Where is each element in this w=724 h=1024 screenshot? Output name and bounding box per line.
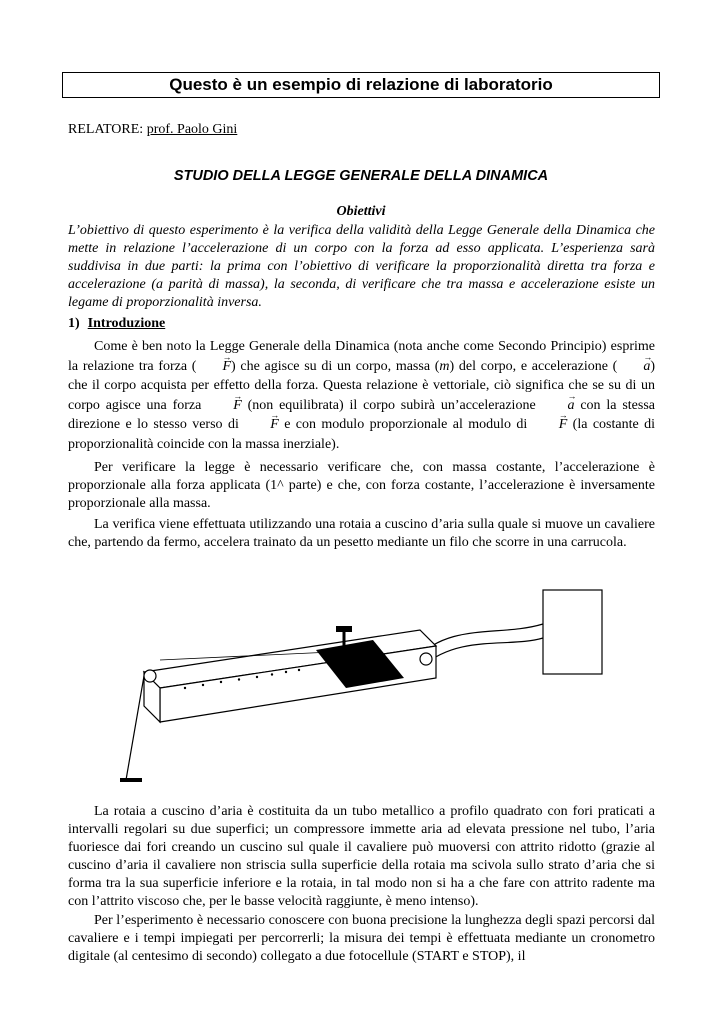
section-number: 1) — [68, 316, 80, 331]
hanging-weight — [120, 778, 142, 782]
author-line — [68, 122, 237, 138]
section-title: Introduzione — [87, 316, 166, 331]
intro-paragraph-2: Per verificare la legge è necessario verificare che, con massa costante, l’accelerazione è proporzionale alla forza applicata (1^ parte) e che, con forza costante, l’accelerazione è inversamente proporzionale alla massa. — [68, 460, 655, 511]
section-heading — [68, 316, 165, 332]
document-title: Questo è un esempio di relazione di laboratorio — [62, 72, 660, 98]
author-label: RELATORE: — [68, 122, 144, 137]
right-pulley — [420, 653, 432, 665]
track-paragraph: La rotaia a cuscino d’aria è costituita da un tubo metallico a profilo quadrato con fori praticati a intervalli regolari su due superfici; un compressore immette aria ad elevata pressione nel tubo, l’aria fuoriesce dai fori creando un cuscino sul quale il cavaliere può muoversi con attrito ridotto (grazie al cuscino d’aria il cavaliere non striscia sulla superficie della rotaia ma scivola sullo strato d’aria che si forma tra la sua superficie inferiore e la rotaia, in tal modo non si ha a che fare con attrito radente ma con l’attrito viscoso che, per le basse velocità raggiunte, è meno intenso). — [68, 804, 655, 909]
intro-paragraph-1: Come è ben noto la Legge Generale della Dinamica (nota anche come Secondo Principio) esprime la relazione tra forza (→ F) che agisce su di un corpo, massa (m) del corpo, e accelerazione (→ a) che il corpo acquista per effetto della forza. Questa relazione è vettoriale, ciò significa che se su di un corpo agisce una forza → F (non equilibrata) il corpo subirà un’accelerazione → a con la stessa direzione e lo stesso verso di → F e con modulo proporzionale al modulo di → F (la costante di proporzionalità coincide con la massa inerziale). — [68, 337, 655, 454]
objectives-heading: Obiettivi — [336, 204, 386, 219]
weight-string — [126, 676, 144, 780]
compressor-box — [543, 590, 602, 674]
author-name: prof. Paolo Gini — [146, 122, 238, 137]
air-track-figure — [120, 582, 610, 792]
measurement-paragraph: Per l’esperimento è necessario conoscere con buona precisione la lunghezza degli spazi percorsi dal cavaliere e i tempi impiegati per percorrerli; la misura dei tempi è effettuata mediante un cronometro digitale (al centesimo di secondo) collegato a due fotocellule (START e STOP), il — [68, 913, 655, 964]
intro-paragraph-3: La verifica viene effettuata utilizzando una rotaia a cuscino d’aria sulla quale si muove un cavaliere che, partendo da fermo, accelera trainato da un pesetto mediante un filo che scorre in una carrucola. — [68, 517, 655, 550]
left-pulley — [144, 670, 156, 682]
study-title: STUDIO DELLA LEGGE GENERALE DELLA DINAMICA — [173, 168, 549, 184]
objectives-text: L’obiettivo di questo esperimento è la verifica della validità della Legge Generale della Dinamica che mette in relazione l’accelerazione di un corpo con la forza ad esso applicata. L’esperienza sarà suddivisa in due parti: la prima con l’obiettivo di verificare la proporzionalità diretta tra forza e accelerazione (a parità di massa), la seconda, di verificare che tra massa e accelerazione esiste un legame di proporzionalità inversa. — [68, 223, 655, 310]
